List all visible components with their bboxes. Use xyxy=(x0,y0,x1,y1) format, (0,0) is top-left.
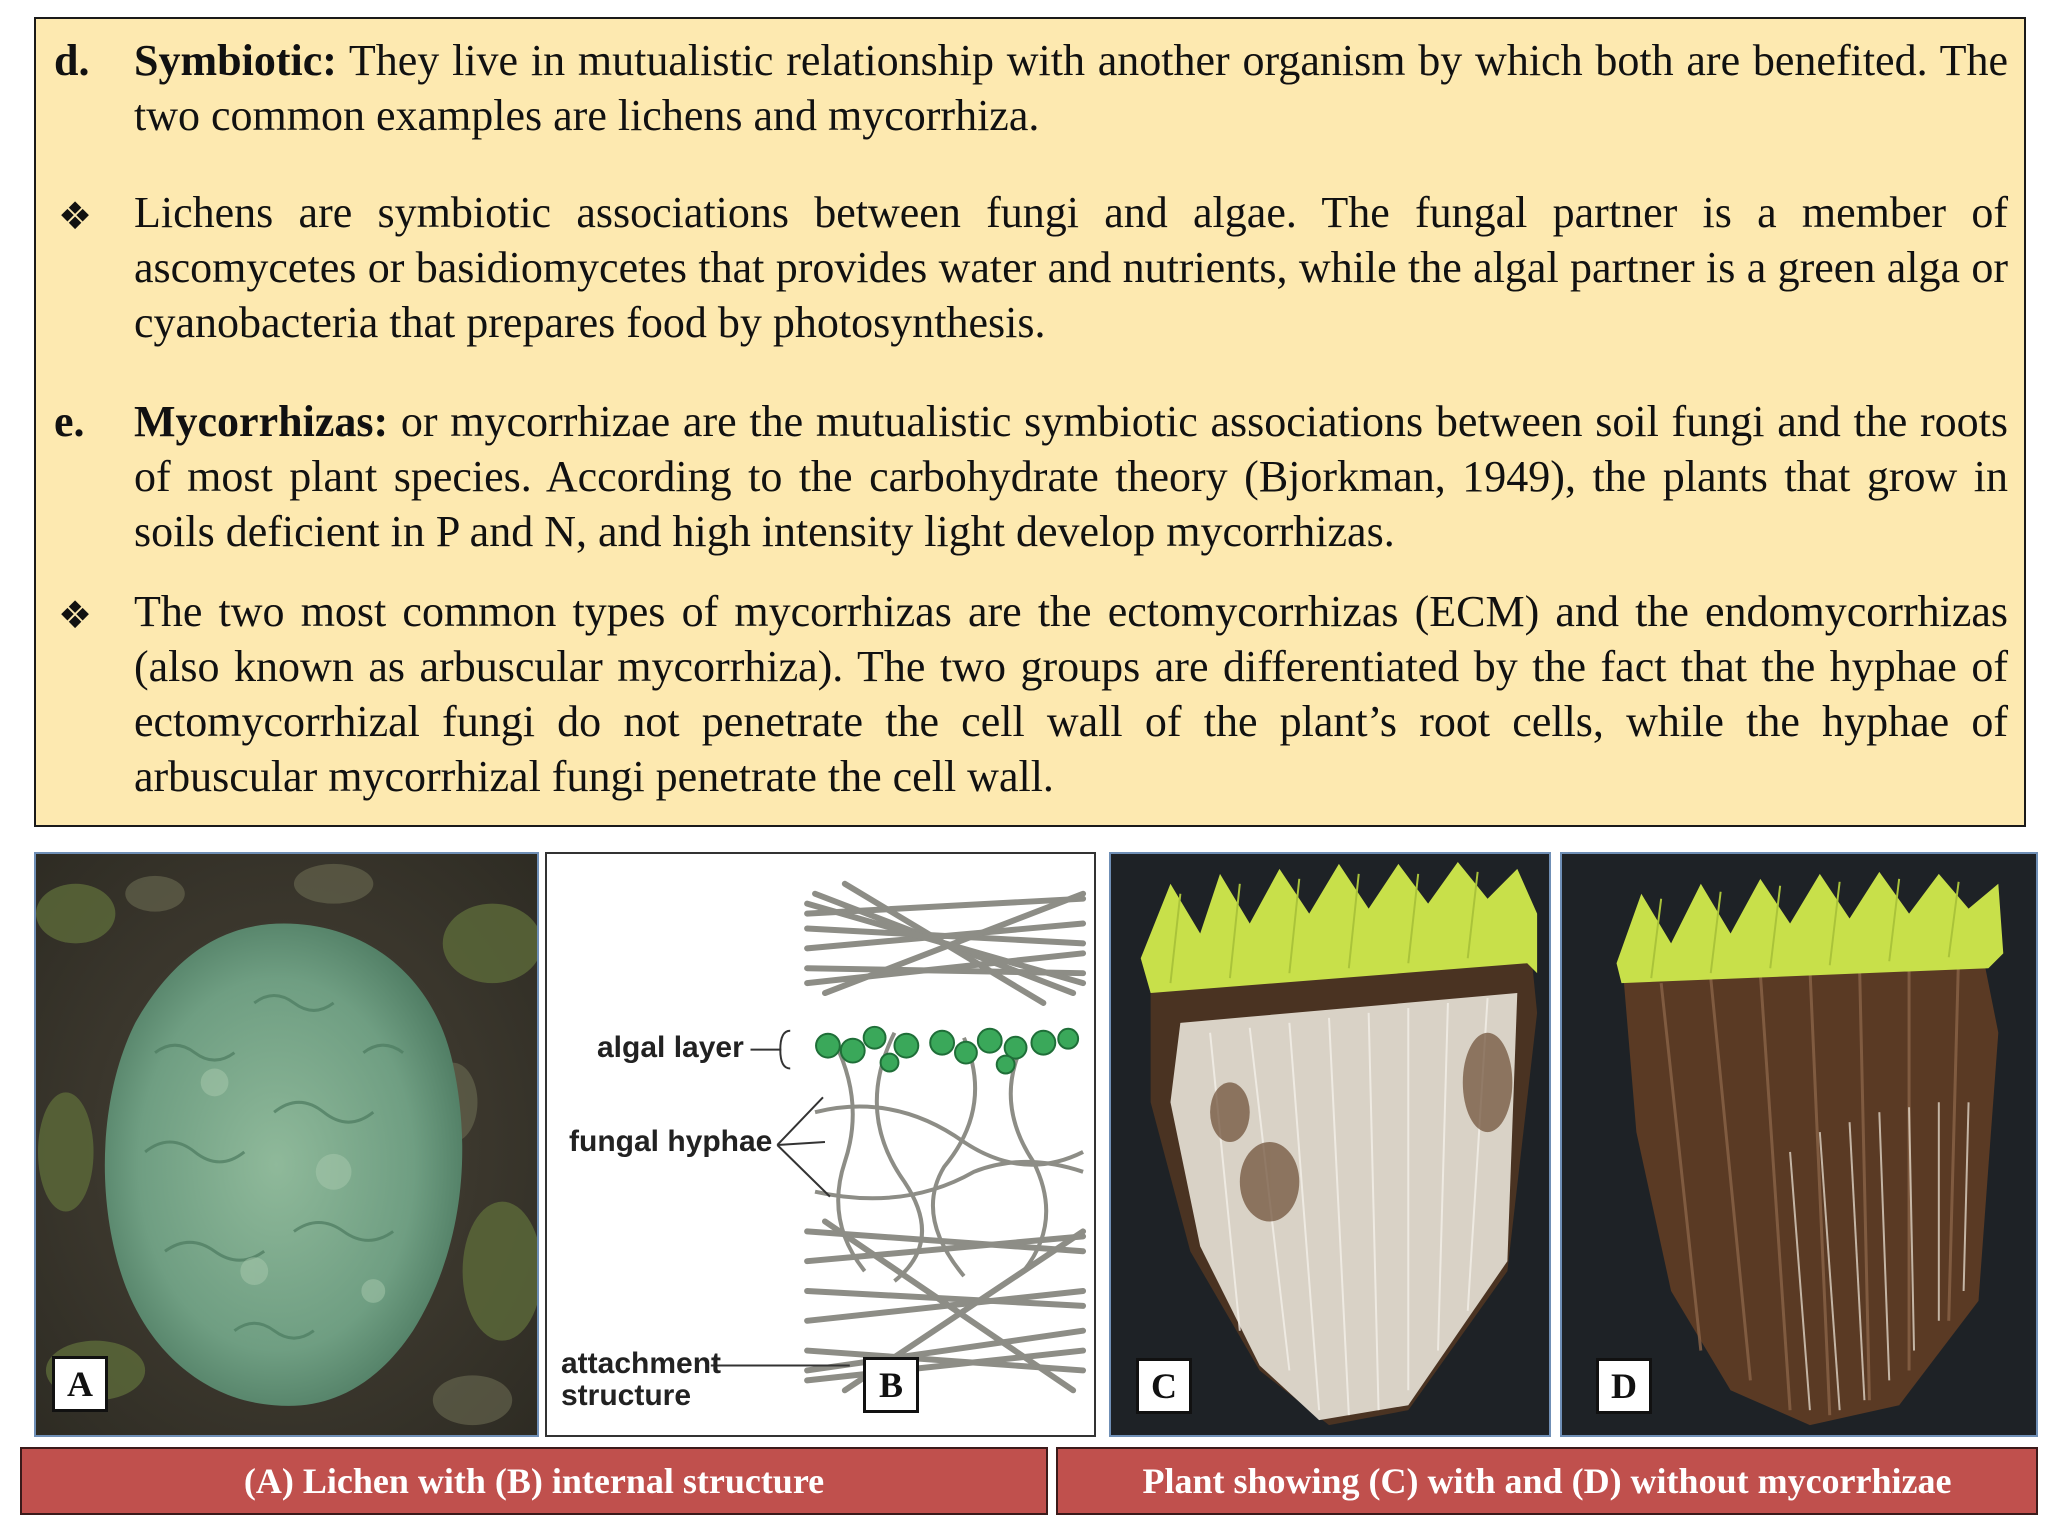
caption-lichen: (A) Lichen with (B) internal structure xyxy=(20,1447,1048,1515)
text-box xyxy=(34,17,2026,827)
plant-with-mycorrhizae-photo xyxy=(1109,852,1551,1437)
bullet-diamond-icon: ❖ xyxy=(58,593,93,637)
text-symbiotic: They live in mutualistic relationship with another organism by which both are benefited. The two common examples are lichens and mycorrhiza. xyxy=(134,36,2008,140)
paragraph-mycorrhizas xyxy=(134,394,2008,559)
roots-with-mycorrhizae-illustration xyxy=(1111,854,1549,1435)
lichen-structure-diagram xyxy=(545,852,1096,1437)
marker-d: d. xyxy=(54,36,90,85)
text-mycorrhizas: or mycorrhizae are the mutualistic symbiotic associations between soil fungi and the roots of most plant species. According to the carbohydrate theory (Bjorkman, 1949), the plants that grow in soils deficient in P and N, and high intensity light develop mycorrhizas. xyxy=(134,397,2008,556)
term-symbiotic: Symbiotic: xyxy=(134,36,337,85)
paragraph-mycorrhiza-types: The two most common types of mycorrhizas are the ectomycorrhizas (ECM) and the endomycorrhizas (also known as arbuscular mycorrhiza). The two groups are differentiated by the fact that the hyphae of ectomycorrhizal fungi do not penetrate the cell wall of the plant’s root cells, while the hyphae of arbuscular mycorrhizal fungi penetrate the cell wall. xyxy=(134,587,2008,801)
panel-tag-c: C xyxy=(1136,1358,1192,1414)
panel-tag-b: B xyxy=(863,1357,919,1413)
term-mycorrhizas: Mycorrhizas: xyxy=(134,397,389,446)
paragraph-lichens: Lichens are symbiotic associations between fungi and algae. The fungal partner is a member of ascomycetes or basidiomycetes that provides water and nutrients, while the algal partner is a green alga or cyanobacteria that prepares food by photosynthesis. xyxy=(134,188,2008,347)
paragraph-symbiotic xyxy=(134,33,2008,143)
label-structure: structure xyxy=(561,1379,692,1412)
label-algal-layer: algal layer xyxy=(597,1031,744,1064)
panel-tag-a: A xyxy=(52,1356,108,1412)
label-fungal-hyphae: fungal hyphae xyxy=(569,1125,773,1158)
plant-without-mycorrhizae-photo xyxy=(1560,852,2038,1437)
caption-mycorrhizae: Plant showing (C) with and (D) without mycorrhizae xyxy=(1056,1447,2038,1515)
bullet-diamond-icon: ❖ xyxy=(58,194,93,238)
lichen-illustration xyxy=(36,854,537,1435)
lichen-photo xyxy=(34,852,539,1437)
roots-without-mycorrhizae-illustration xyxy=(1562,854,2036,1435)
marker-e: e. xyxy=(54,397,85,446)
panel-tag-d: D xyxy=(1596,1358,1652,1414)
label-attachment: attachment xyxy=(561,1347,722,1380)
